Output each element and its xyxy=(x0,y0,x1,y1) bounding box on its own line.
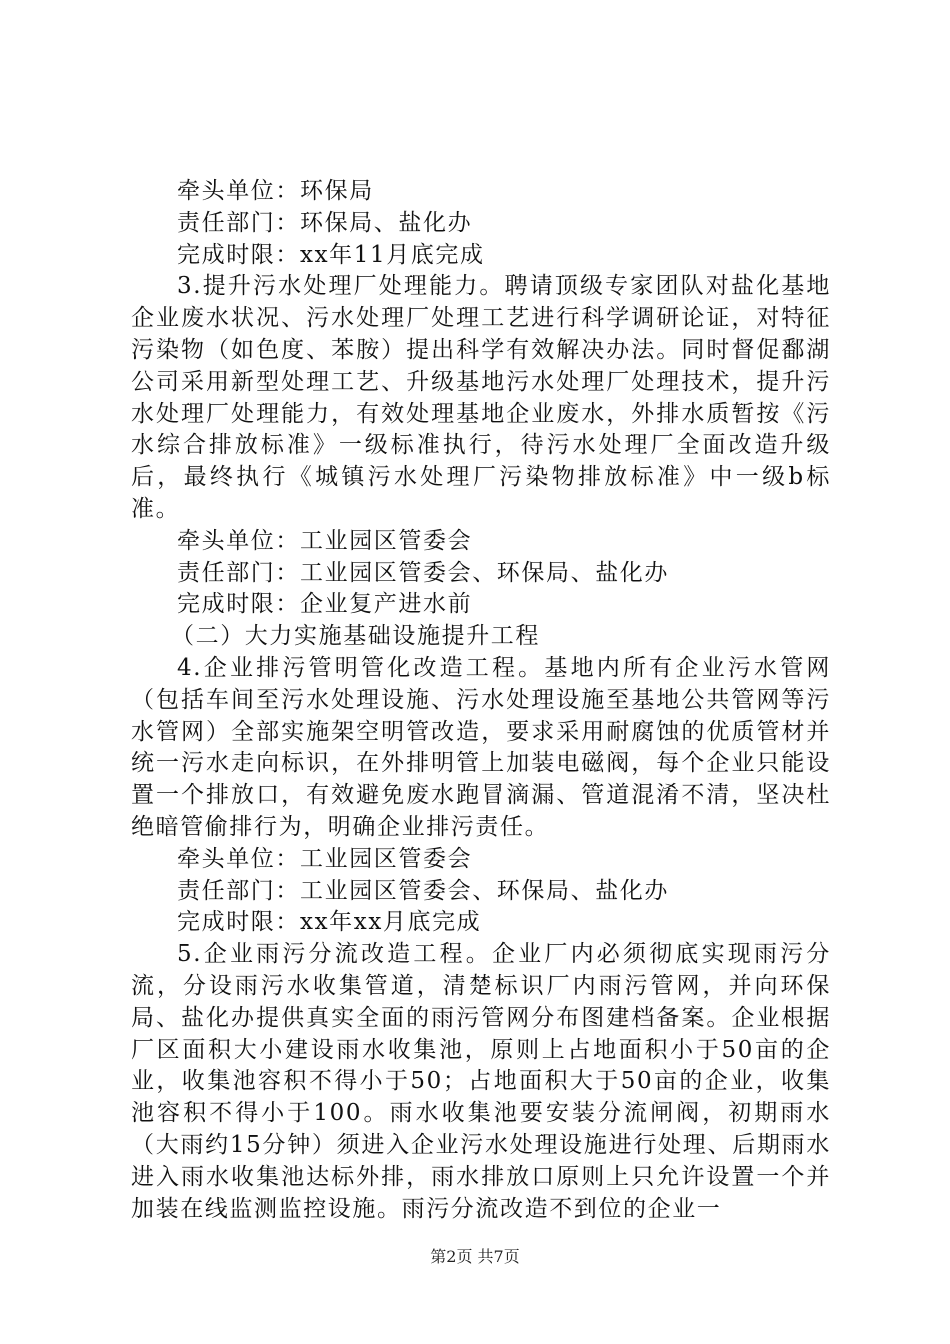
deadline-line: 完成时限：xx年11月底完成 xyxy=(177,241,485,268)
body-paragraph-item-4: 4.企业排污管明管化改造工程。基地内所有企业污水管网（包括车间至污水处理设施、污水处理设施至基地公共管网等污水管网）全部实施架空明管改造，要求采用耐腐蚀的优质管材并统一污水走向标识，在外排明管上加装电磁阀，每个企业只能设置一个排放口，有效避免废水跑冒滴漏、管道混淆不清，坚决杜绝暗管偷排行为，明确企业排污责任。 xyxy=(131,654,831,840)
responsible-dept-line: 责任部门：工业园区管委会、环保局、盐化办 xyxy=(177,559,669,586)
lead-unit-line: 牵头单位：环保局 xyxy=(177,178,374,204)
page-number: 第2页 共7页 xyxy=(430,1247,520,1266)
deadline-line: 完成时限：xx年xx月底完成 xyxy=(177,909,482,936)
lead-unit-line: 牵头单位：工业园区管委会 xyxy=(177,527,473,554)
section-heading: （二）大力实施基础设施提升工程 xyxy=(171,623,540,650)
document-body xyxy=(131,176,831,1225)
body-paragraph-item-3: 3.提升污水处理厂处理能力。聘请顶级专家团队对盐化基地企业废水状况、污水处理厂处理工艺进行科学调研论证，对特征污染物（如色度、苯胺）提出科学有效解决办法。同时督促鄱湖公司采用新型处理工艺、升级基地污水处理厂处理技术，提升污水处理厂处理能力，有效处理基地企业废水，外排水质暂按《污水综合排放标准》一级标准执行，待污水处理厂全面改造升级后，最终执行《城镇污水处理厂污染物排放标准》中一级b标准。 xyxy=(131,273,831,522)
page-footer xyxy=(0,1244,950,1267)
responsible-dept-line: 责任部门：工业园区管委会、环保局、盐化办 xyxy=(177,877,669,904)
lead-unit-line: 牵头单位：工业园区管委会 xyxy=(177,845,473,872)
deadline-line: 完成时限：企业复产进水前 xyxy=(177,591,473,618)
responsible-dept-line: 责任部门：环保局、盐化办 xyxy=(177,209,473,236)
body-paragraph-item-5: 5.企业雨污分流改造工程。企业厂内必须彻底实现雨污分流，分设雨污水收集管道，清楚标识厂内雨污管网，并向环保局、盐化办提供真实全面的雨污管网分布图建档备案。企业根据厂区面积大小建设雨水收集池，原则上占地面积小于50亩的企业，收集池容积不得小于50；占地面积大于50亩的企业，收集池容积不得小于100。雨水收集池要安装分流闸阀，初期雨水（大雨约15分钟）须进入企业污水处理设施进行处理、后期雨水进入雨水收集池达标外排，雨水排放口原则上只允许设置一个并加装在线监测监控设施。雨污分流改造不到位的企业一 xyxy=(131,941,831,1222)
